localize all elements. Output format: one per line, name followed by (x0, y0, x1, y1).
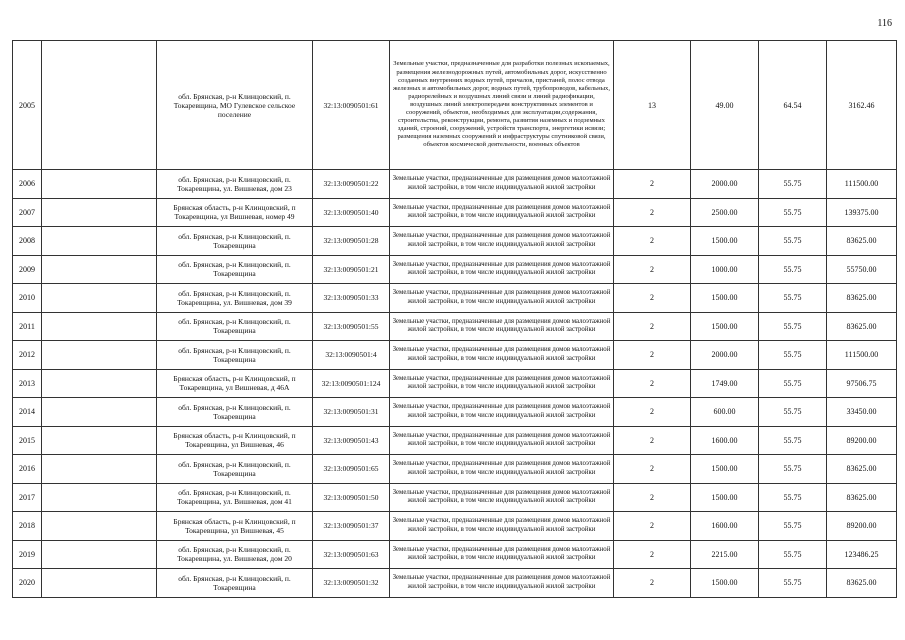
area-cell: 1600.00 (691, 426, 759, 455)
cadastral-value-cell: 83625.00 (827, 312, 897, 341)
cadastral-number-cell: 32:13:0090501:61 (313, 41, 390, 170)
cadastral-number-cell: 32:13:0090501:33 (313, 284, 390, 313)
land-use-purpose-cell: Земельные участки, предназначенные для размещения домов малоэтажной жилой застройки, в том числе индивидуальной жилой застройки (390, 255, 614, 284)
cadastral-number-cell: 32:13:0090501:124 (313, 369, 390, 398)
rate-cell: 55.75 (759, 455, 827, 484)
rate-cell: 55.75 (759, 198, 827, 227)
empty-cell (42, 341, 157, 370)
address-cell: обл. Брянская, р-н Клинцовский, п. Токаревщина (157, 227, 313, 256)
land-use-purpose-cell: Земельные участки, предназначенные для размещения домов малоэтажной жилой застройки, в том числе индивидуальной жилой застройки (390, 284, 614, 313)
rate-cell: 55.75 (759, 540, 827, 569)
address-cell: Брянская область, р-н Клинцовский, п Токаревщина, ул Вишневая, 45 (157, 512, 313, 541)
cadastral-value-cell: 55750.00 (827, 255, 897, 284)
area-cell: 1600.00 (691, 512, 759, 541)
rate-cell: 55.75 (759, 284, 827, 313)
category-code-cell: 2 (614, 227, 691, 256)
row-index-cell: 2007 (13, 198, 42, 227)
area-cell: 1000.00 (691, 255, 759, 284)
category-code-cell: 2 (614, 341, 691, 370)
address-cell: обл. Брянская, р-н Клинцовский, п. Токаревщина (157, 398, 313, 427)
category-code-cell: 2 (614, 455, 691, 484)
address-cell: обл. Брянская, р-н Клинцовский, п. Токаревщина (157, 455, 313, 484)
empty-cell (42, 483, 157, 512)
category-code-cell: 2 (614, 198, 691, 227)
row-index-cell: 2005 (13, 41, 42, 170)
row-index-cell: 2011 (13, 312, 42, 341)
category-code-cell: 2 (614, 512, 691, 541)
table-row (13, 227, 897, 256)
address-cell: обл. Брянская, р-н Клинцовский, п. Токаревщина (157, 569, 313, 598)
cadastral-value-cell: 83625.00 (827, 227, 897, 256)
empty-cell (42, 41, 157, 170)
table-row (13, 483, 897, 512)
cadastral-value-cell: 97506.75 (827, 369, 897, 398)
land-use-purpose-cell: Земельные участки, предназначенные для размещения домов малоэтажной жилой застройки, в том числе индивидуальной жилой застройки (390, 398, 614, 427)
table-row (13, 512, 897, 541)
category-code-cell: 2 (614, 255, 691, 284)
cadastral-value-cell: 33450.00 (827, 398, 897, 427)
rate-cell: 55.75 (759, 483, 827, 512)
empty-cell (42, 170, 157, 199)
empty-cell (42, 426, 157, 455)
rate-cell: 55.75 (759, 512, 827, 541)
empty-cell (42, 512, 157, 541)
rate-cell: 64.54 (759, 41, 827, 170)
empty-cell (42, 540, 157, 569)
table-row (13, 198, 897, 227)
table-row (13, 255, 897, 284)
land-use-purpose-cell: Земельные участки, предназначенные для размещения домов малоэтажной жилой застройки, в том числе индивидуальной жилой застройки (390, 198, 614, 227)
empty-cell (42, 284, 157, 313)
address-cell: обл. Брянская, р-н Клинцовский, п. Токаревщина (157, 255, 313, 284)
category-code-cell: 2 (614, 483, 691, 512)
rate-cell: 55.75 (759, 341, 827, 370)
land-use-purpose-cell: Земельные участки, предназначенные для разработки полезных ископаемых, размещения железнодорожных путей, автомобильных дорог, искусственно созданных внутренних водных путей, причалов, пристаней, полос отвода железных и автомобильных дорог, водных путей, трубопроводов, кабельных, радиорелейных и воздушных линий связи и линий радиофикации, воздушных линий электропередачи конструктивных элементов и сооружений, объектов, необходимых для эксплуатации,содержания, строительства, реконструкции, ремонта, развития наземных и подземных зданий, строений, сооружений, устройств транспорта, энергетики исвязи; размещения наземных сооружений и инфраструктуры спутниковой связи, объектов космической деятельности, военных объектов (390, 41, 614, 170)
cadastral-value-cell: 83625.00 (827, 483, 897, 512)
table-row (13, 341, 897, 370)
table-row (13, 569, 897, 598)
land-use-purpose-cell: Земельные участки, предназначенные для размещения домов малоэтажной жилой застройки, в том числе индивидуальной жилой застройки (390, 170, 614, 199)
cadastral-value-cell: 139375.00 (827, 198, 897, 227)
land-plot-table (12, 40, 897, 598)
empty-cell (42, 369, 157, 398)
land-use-purpose-cell: Земельные участки, предназначенные для размещения домов малоэтажной жилой застройки, в том числе индивидуальной жилой застройки (390, 455, 614, 484)
empty-cell (42, 198, 157, 227)
area-cell: 1500.00 (691, 569, 759, 598)
address-cell: обл. Брянская, р-н Клинцовский, п. Токаревщина, ул. Вишневая, дом 23 (157, 170, 313, 199)
cadastral-number-cell: 32:13:0090501:31 (313, 398, 390, 427)
address-cell: Брянская область, р-н Клинцовский, п Токаревщина, ул Вишневая, д 46А (157, 369, 313, 398)
table-row (13, 41, 897, 170)
table-row (13, 455, 897, 484)
address-cell: обл. Брянская, р-н Клинцовский, п. Токаревщина, ул. Вишневая, дом 20 (157, 540, 313, 569)
address-cell: обл. Брянская, р-н Клинцовский, п. Токаревщина, МО Гулевское сельское поселение (157, 41, 313, 170)
cadastral-value-cell: 89200.00 (827, 426, 897, 455)
row-index-cell: 2014 (13, 398, 42, 427)
cadastral-number-cell: 32:13:0090501:50 (313, 483, 390, 512)
area-cell: 2000.00 (691, 341, 759, 370)
rate-cell: 55.75 (759, 312, 827, 341)
row-index-cell: 2018 (13, 512, 42, 541)
address-cell: обл. Брянская, р-н Клинцовский, п. Токаревщина (157, 312, 313, 341)
area-cell: 2500.00 (691, 198, 759, 227)
table-row (13, 369, 897, 398)
area-cell: 1500.00 (691, 312, 759, 341)
rate-cell: 55.75 (759, 255, 827, 284)
category-code-cell: 2 (614, 426, 691, 455)
land-use-purpose-cell: Земельные участки, предназначенные для размещения домов малоэтажной жилой застройки, в том числе индивидуальной жилой застройки (390, 483, 614, 512)
cadastral-number-cell: 32:13:0090501:65 (313, 455, 390, 484)
row-index-cell: 2006 (13, 170, 42, 199)
category-code-cell: 2 (614, 540, 691, 569)
row-index-cell: 2017 (13, 483, 42, 512)
rate-cell: 55.75 (759, 227, 827, 256)
category-code-cell: 2 (614, 569, 691, 598)
row-index-cell: 2013 (13, 369, 42, 398)
cadastral-number-cell: 32:13:0090501:37 (313, 512, 390, 541)
row-index-cell: 2010 (13, 284, 42, 313)
land-use-purpose-cell: Земельные участки, предназначенные для размещения домов малоэтажной жилой застройки, в том числе индивидуальной жилой застройки (390, 426, 614, 455)
cadastral-value-cell: 123486.25 (827, 540, 897, 569)
row-index-cell: 2019 (13, 540, 42, 569)
cadastral-value-cell: 83625.00 (827, 455, 897, 484)
page-number: 116 (877, 18, 892, 29)
cadastral-value-cell: 111500.00 (827, 170, 897, 199)
row-index-cell: 2008 (13, 227, 42, 256)
cadastral-number-cell: 32:13:0090501:21 (313, 255, 390, 284)
land-use-purpose-cell: Земельные участки, предназначенные для размещения домов малоэтажной жилой застройки, в том числе индивидуальной жилой застройки (390, 540, 614, 569)
category-code-cell: 13 (614, 41, 691, 170)
area-cell: 49.00 (691, 41, 759, 170)
cadastral-number-cell: 32:13:0090501:32 (313, 569, 390, 598)
empty-cell (42, 569, 157, 598)
cadastral-value-cell: 89200.00 (827, 512, 897, 541)
category-code-cell: 2 (614, 312, 691, 341)
rate-cell: 55.75 (759, 426, 827, 455)
category-code-cell: 2 (614, 284, 691, 313)
table-row (13, 312, 897, 341)
area-cell: 600.00 (691, 398, 759, 427)
table-row (13, 170, 897, 199)
area-cell: 1500.00 (691, 284, 759, 313)
land-use-purpose-cell: Земельные участки, предназначенные для размещения домов малоэтажной жилой застройки, в том числе индивидуальной жилой застройки (390, 341, 614, 370)
land-use-purpose-cell: Земельные участки, предназначенные для размещения домов малоэтажной жилой застройки, в том числе индивидуальной жилой застройки (390, 312, 614, 341)
cadastral-number-cell: 32:13:0090501:28 (313, 227, 390, 256)
empty-cell (42, 312, 157, 341)
address-cell: обл. Брянская, р-н Клинцовский, п. Токаревщина, ул. Вишневая, дом 39 (157, 284, 313, 313)
row-index-cell: 2020 (13, 569, 42, 598)
rate-cell: 55.75 (759, 569, 827, 598)
category-code-cell: 2 (614, 398, 691, 427)
cadastral-value-cell: 111500.00 (827, 341, 897, 370)
table-row (13, 398, 897, 427)
area-cell: 1500.00 (691, 227, 759, 256)
address-cell: обл. Брянская, р-н Клинцовский, п. Токаревщина (157, 341, 313, 370)
area-cell: 2215.00 (691, 540, 759, 569)
table-row (13, 284, 897, 313)
rate-cell: 55.75 (759, 170, 827, 199)
cadastral-value-cell: 83625.00 (827, 284, 897, 313)
cadastral-number-cell: 32:13:0090501:22 (313, 170, 390, 199)
cadastral-value-cell: 3162.46 (827, 41, 897, 170)
land-use-purpose-cell: Земельные участки, предназначенные для размещения домов малоэтажной жилой застройки, в том числе индивидуальной жилой застройки (390, 569, 614, 598)
cadastral-number-cell: 32:13:0090501:55 (313, 312, 390, 341)
address-cell: Брянская область, р-н Клинцовский, п Токаревщина, ул Вишневая, номер 49 (157, 198, 313, 227)
row-index-cell: 2016 (13, 455, 42, 484)
row-index-cell: 2009 (13, 255, 42, 284)
rate-cell: 55.75 (759, 369, 827, 398)
land-use-purpose-cell: Земельные участки, предназначенные для размещения домов малоэтажной жилой застройки, в том числе индивидуальной жилой застройки (390, 512, 614, 541)
address-cell: обл. Брянская, р-н Клинцовский, п. Токаревщина, ул. Вишневая, дом 41 (157, 483, 313, 512)
row-index-cell: 2012 (13, 341, 42, 370)
cadastral-number-cell: 32:13:0090501:63 (313, 540, 390, 569)
empty-cell (42, 255, 157, 284)
cadastral-number-cell: 32:13:0090501:43 (313, 426, 390, 455)
address-cell: Брянская область, р-н Клинцовский, п Токаревщина, ул Вишневая, 46 (157, 426, 313, 455)
table-row (13, 540, 897, 569)
category-code-cell: 2 (614, 170, 691, 199)
cadastral-value-cell: 83625.00 (827, 569, 897, 598)
area-cell: 1500.00 (691, 483, 759, 512)
area-cell: 2000.00 (691, 170, 759, 199)
category-code-cell: 2 (614, 369, 691, 398)
area-cell: 1500.00 (691, 455, 759, 484)
row-index-cell: 2015 (13, 426, 42, 455)
cadastral-number-cell: 32:13:0090501:4 (313, 341, 390, 370)
rate-cell: 55.75 (759, 398, 827, 427)
table-row (13, 426, 897, 455)
area-cell: 1749.00 (691, 369, 759, 398)
cadastral-number-cell: 32:13:0090501:40 (313, 198, 390, 227)
empty-cell (42, 455, 157, 484)
table-body (13, 41, 897, 598)
empty-cell (42, 227, 157, 256)
land-use-purpose-cell: Земельные участки, предназначенные для размещения домов малоэтажной жилой застройки, в том числе индивидуальной жилой застройки (390, 227, 614, 256)
empty-cell (42, 398, 157, 427)
land-use-purpose-cell: Земельные участки, предназначенные для размещения домов малоэтажной жилой застройки, в том числе индивидуальной жилой застройки (390, 369, 614, 398)
